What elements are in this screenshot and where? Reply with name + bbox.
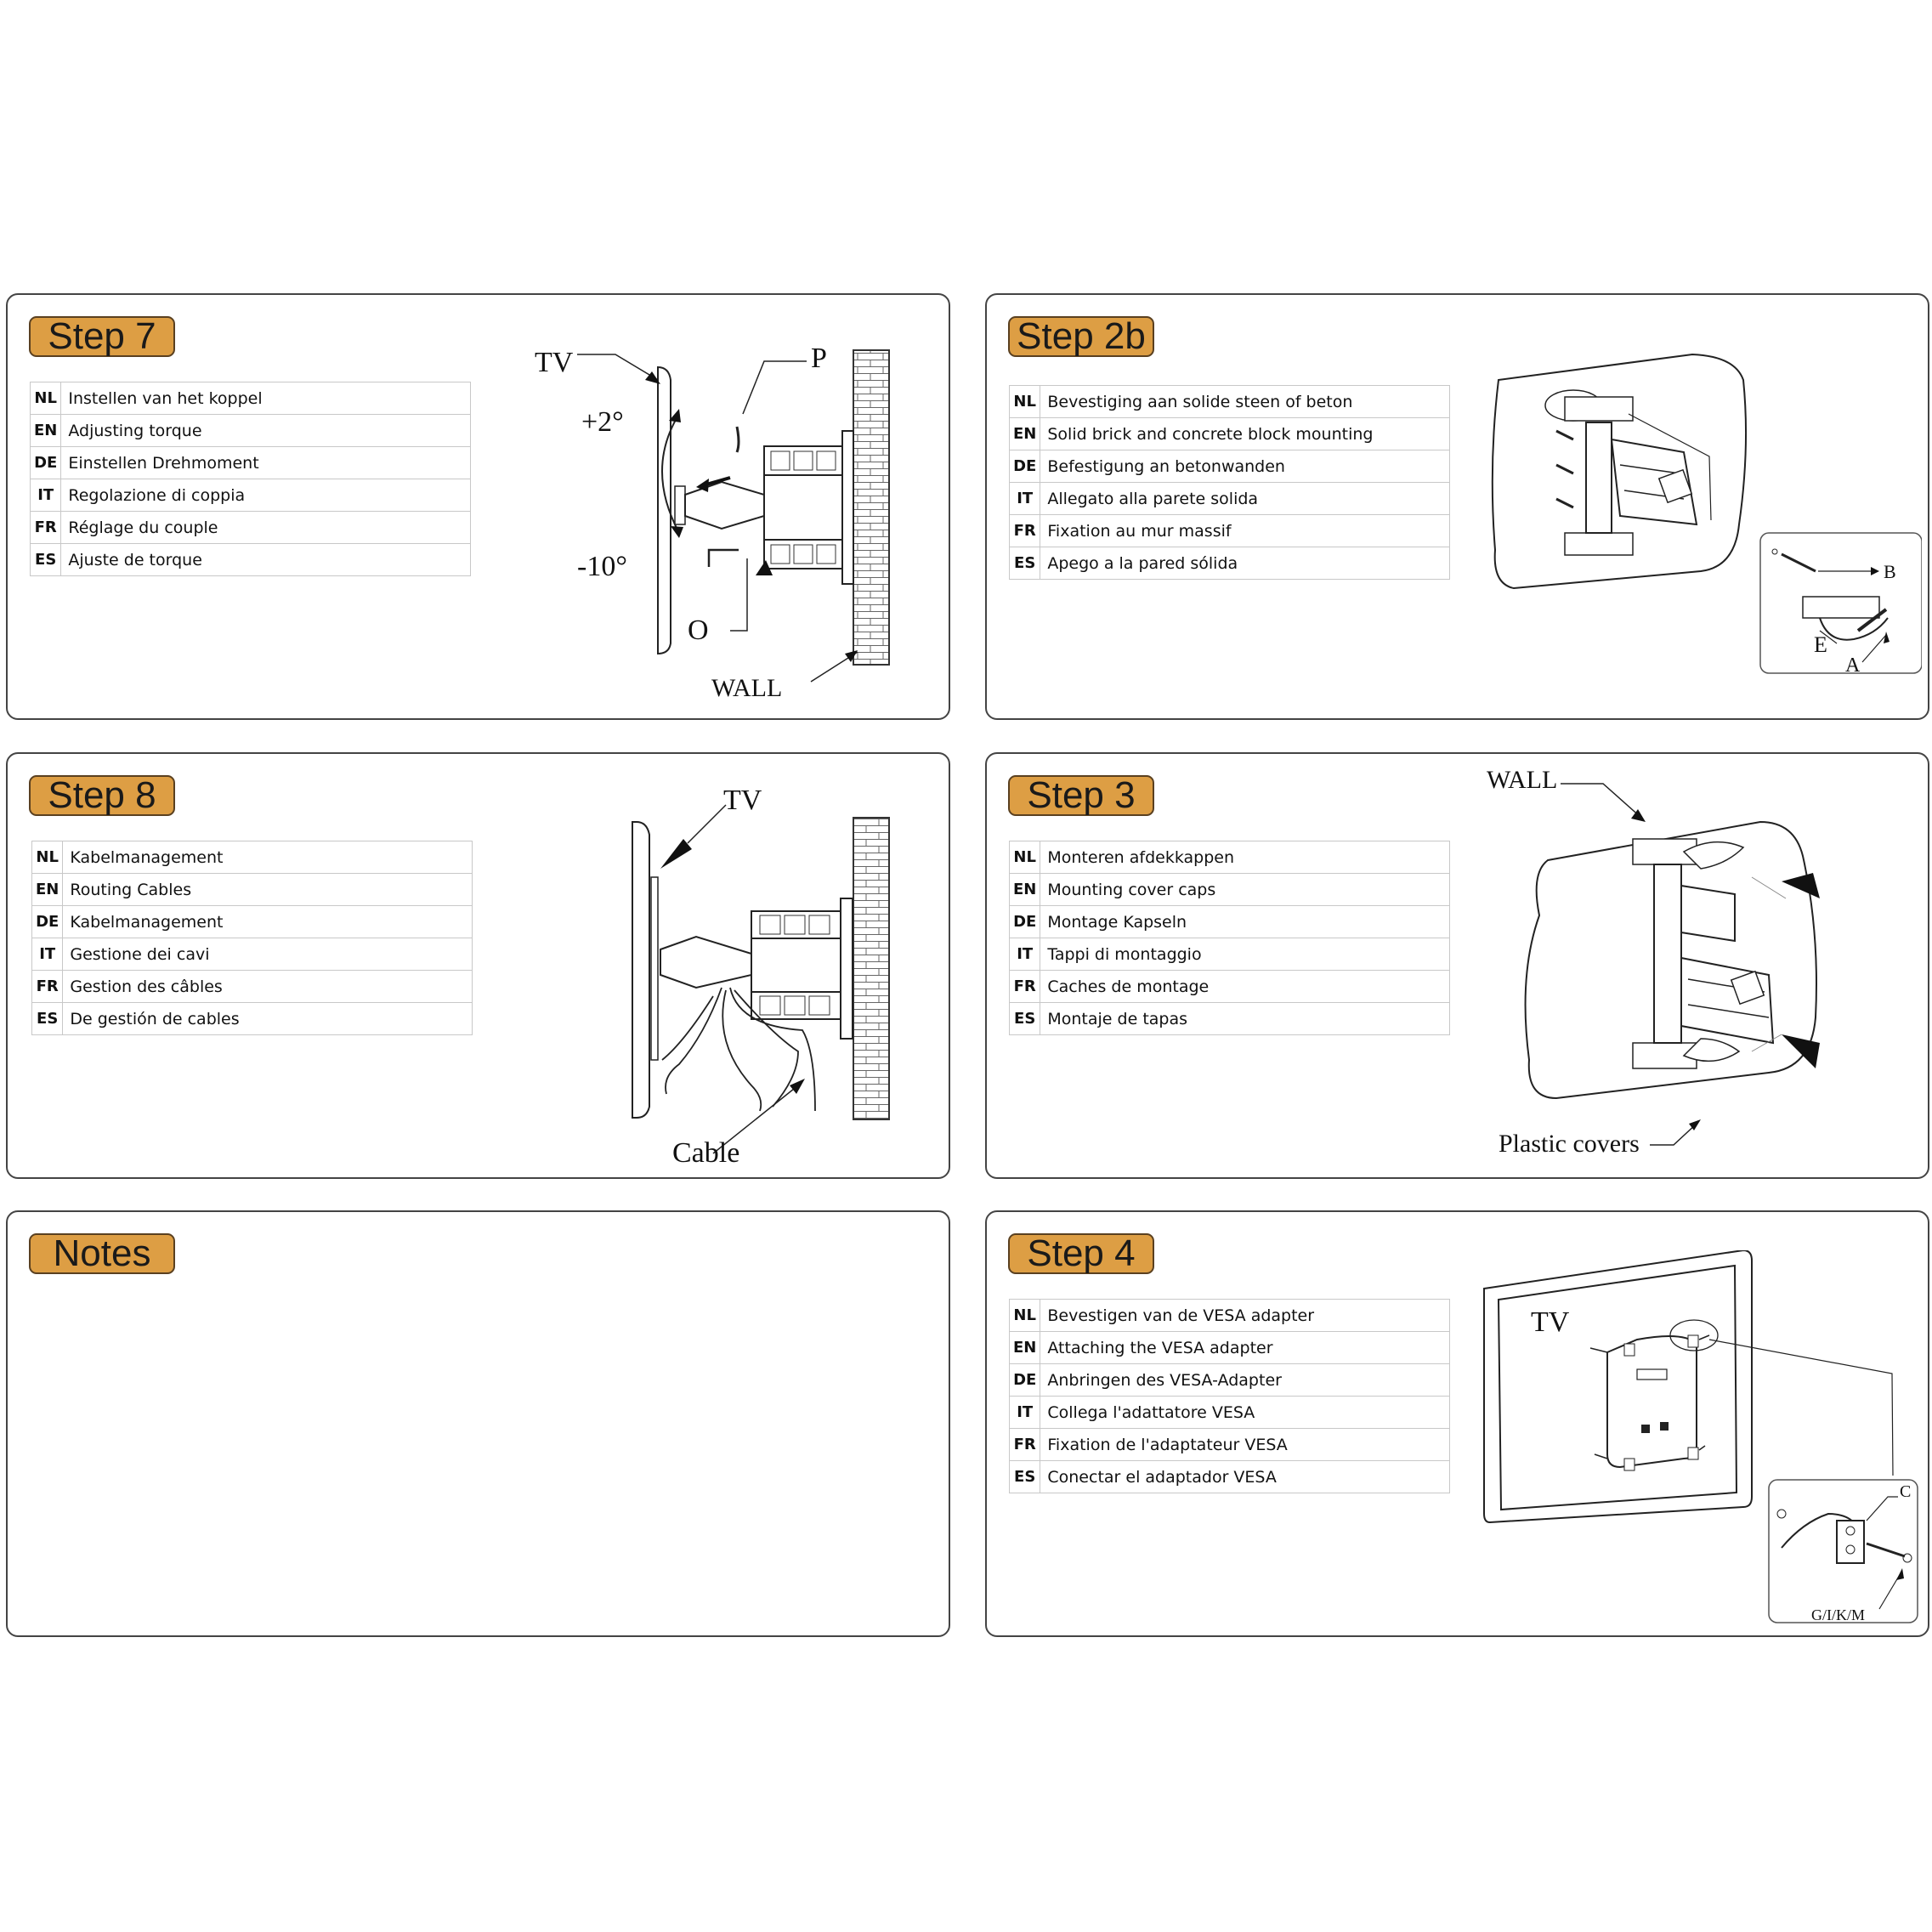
lang-code: EN — [32, 874, 63, 906]
lang-code: EN — [31, 415, 61, 447]
instruction-text: Regolazione di coppia — [61, 479, 471, 512]
step-badge: Step 2b — [1008, 316, 1154, 357]
instruction-text: Routing Cables — [63, 874, 473, 906]
instruction-text: Solid brick and concrete block mounting — [1040, 418, 1450, 450]
vesa-adapter-illustration — [1480, 1250, 1922, 1633]
table-row — [31, 415, 471, 447]
lang-code: NL — [31, 382, 61, 415]
instruction-text: Anbringen des VESA-Adapter — [1040, 1364, 1450, 1397]
table-row — [31, 544, 471, 576]
lang-code: EN — [1010, 1332, 1040, 1364]
instruction-text: Bevestigen van de VESA adapter — [1040, 1300, 1450, 1332]
step-badge: Step 8 — [29, 775, 175, 816]
a-label: A — [1845, 654, 1861, 677]
table-row — [31, 479, 471, 512]
table-row — [1010, 515, 1450, 547]
table-row — [1010, 906, 1450, 938]
instruction-text: Adjusting torque — [61, 415, 471, 447]
instruction-text: Kabelmanagement — [63, 841, 473, 874]
instruction-text: Fixation au mur massif — [1040, 515, 1450, 547]
notes-badge: Notes — [29, 1233, 175, 1274]
wall-label: WALL — [711, 674, 783, 702]
step-badge: Step 3 — [1008, 775, 1154, 816]
table-row — [31, 512, 471, 544]
cable-label: Cable — [672, 1137, 740, 1169]
notes-panel — [6, 1210, 950, 1637]
lang-code: DE — [32, 906, 63, 938]
tv-label: TV — [1531, 1306, 1570, 1338]
language-table — [1009, 385, 1450, 580]
table-row — [1010, 1300, 1450, 1332]
lang-code: DE — [1010, 450, 1040, 483]
plastic-covers-label: Plastic covers — [1499, 1130, 1640, 1158]
b-label: B — [1884, 561, 1896, 582]
language-table — [1009, 841, 1450, 1035]
lang-code: FR — [1010, 971, 1040, 1003]
instruction-text: Fixation de l'adaptateur VESA — [1040, 1429, 1450, 1461]
o-label: O — [688, 615, 709, 646]
lang-code: FR — [1010, 515, 1040, 547]
table-row — [1010, 418, 1450, 450]
tv-label: TV — [723, 785, 762, 816]
step-badge: Step 7 — [29, 316, 175, 357]
instruction-text: Caches de montage — [1040, 971, 1450, 1003]
lang-code: EN — [1010, 418, 1040, 450]
instruction-text: Ajuste de torque — [61, 544, 471, 576]
instruction-text: Collega l'adattatore VESA — [1040, 1397, 1450, 1429]
language-table — [30, 382, 471, 576]
table-row — [1010, 1429, 1450, 1461]
instruction-text: Allegato alla parete solida — [1040, 483, 1450, 515]
table-row — [1010, 450, 1450, 483]
p-label: P — [811, 343, 827, 374]
instruction-text: Montaje de tapas — [1040, 1003, 1450, 1035]
step-8-panel — [6, 752, 950, 1179]
lang-code: FR — [31, 512, 61, 544]
step-badge: Step 4 — [1008, 1233, 1154, 1274]
table-row — [1010, 1003, 1450, 1035]
language-table — [1009, 1299, 1450, 1493]
lang-code: NL — [1010, 1300, 1040, 1332]
language-table — [31, 841, 473, 1035]
lang-code: FR — [1010, 1429, 1040, 1461]
table-row — [1010, 841, 1450, 874]
table-row — [32, 874, 473, 906]
table-row — [1010, 386, 1450, 418]
instruction-text: Mounting cover caps — [1040, 874, 1450, 906]
table-row — [1010, 483, 1450, 515]
wall-label: WALL — [1487, 766, 1558, 794]
table-row — [32, 971, 473, 1003]
lang-code: NL — [1010, 386, 1040, 418]
lang-code: IT — [1010, 938, 1040, 971]
table-row — [1010, 1397, 1450, 1429]
lang-code: FR — [32, 971, 63, 1003]
lang-code: DE — [31, 447, 61, 479]
tilt-up-label: +2° — [581, 406, 624, 438]
table-row — [1010, 1461, 1450, 1493]
table-row — [1010, 971, 1450, 1003]
instruction-text: Gestione dei cavi — [63, 938, 473, 971]
lang-code: ES — [1010, 1003, 1040, 1035]
tv-label: TV — [535, 347, 574, 378]
lang-code: ES — [1010, 1461, 1040, 1493]
step-3-panel — [985, 752, 1929, 1179]
table-row — [32, 841, 473, 874]
cover-caps-illustration — [1480, 762, 1922, 1170]
instruction-text: Befestigung an betonwanden — [1040, 450, 1450, 483]
wall-mounting-illustration — [1480, 346, 1922, 711]
lang-code: DE — [1010, 1364, 1040, 1397]
lang-code: DE — [1010, 906, 1040, 938]
lang-code: IT — [32, 938, 63, 971]
table-row — [1010, 1364, 1450, 1397]
instruction-text: De gestión de cables — [63, 1003, 473, 1035]
instruction-text: Attaching the VESA adapter — [1040, 1332, 1450, 1364]
e-label: E — [1814, 632, 1827, 657]
instruction-text: Kabelmanagement — [63, 906, 473, 938]
table-row — [1010, 874, 1450, 906]
step-2b-panel — [985, 293, 1929, 720]
lang-code: ES — [32, 1003, 63, 1035]
c-label: C — [1900, 1482, 1912, 1501]
table-row — [31, 382, 471, 415]
table-row — [1010, 547, 1450, 580]
instruction-text: Réglage du couple — [61, 512, 471, 544]
table-row — [1010, 938, 1450, 971]
table-row — [31, 447, 471, 479]
gikm-label: G/I/K/M — [1811, 1606, 1865, 1623]
lang-code: IT — [31, 479, 61, 512]
instruction-text: Gestion des câbles — [63, 971, 473, 1003]
lang-code: EN — [1010, 874, 1040, 906]
step-7-panel — [6, 293, 950, 720]
instruction-text: Instellen van het koppel — [61, 382, 471, 415]
instruction-text: Apego a la pared sólida — [1040, 547, 1450, 580]
table-row — [32, 938, 473, 971]
step-4-panel — [985, 1210, 1929, 1637]
lang-code: ES — [1010, 547, 1040, 580]
torque-adjust-illustration — [518, 312, 926, 711]
instruction-text: Bevestiging aan solide steen of beton — [1040, 386, 1450, 418]
table-row — [32, 1003, 473, 1035]
tilt-down-label: -10° — [577, 551, 627, 582]
table-row — [1010, 1332, 1450, 1364]
instruction-text: Tappi di montaggio — [1040, 938, 1450, 971]
table-row — [32, 906, 473, 938]
lang-code: IT — [1010, 483, 1040, 515]
instruction-text: Monteren afdekkappen — [1040, 841, 1450, 874]
instruction-text: Conectar el adaptador VESA — [1040, 1461, 1450, 1493]
lang-code: NL — [1010, 841, 1040, 874]
lang-code: IT — [1010, 1397, 1040, 1429]
cable-routing-illustration — [603, 771, 926, 1170]
lang-code: NL — [32, 841, 63, 874]
instruction-text: Einstellen Drehmoment — [61, 447, 471, 479]
instruction-text: Montage Kapseln — [1040, 906, 1450, 938]
lang-code: ES — [31, 544, 61, 576]
